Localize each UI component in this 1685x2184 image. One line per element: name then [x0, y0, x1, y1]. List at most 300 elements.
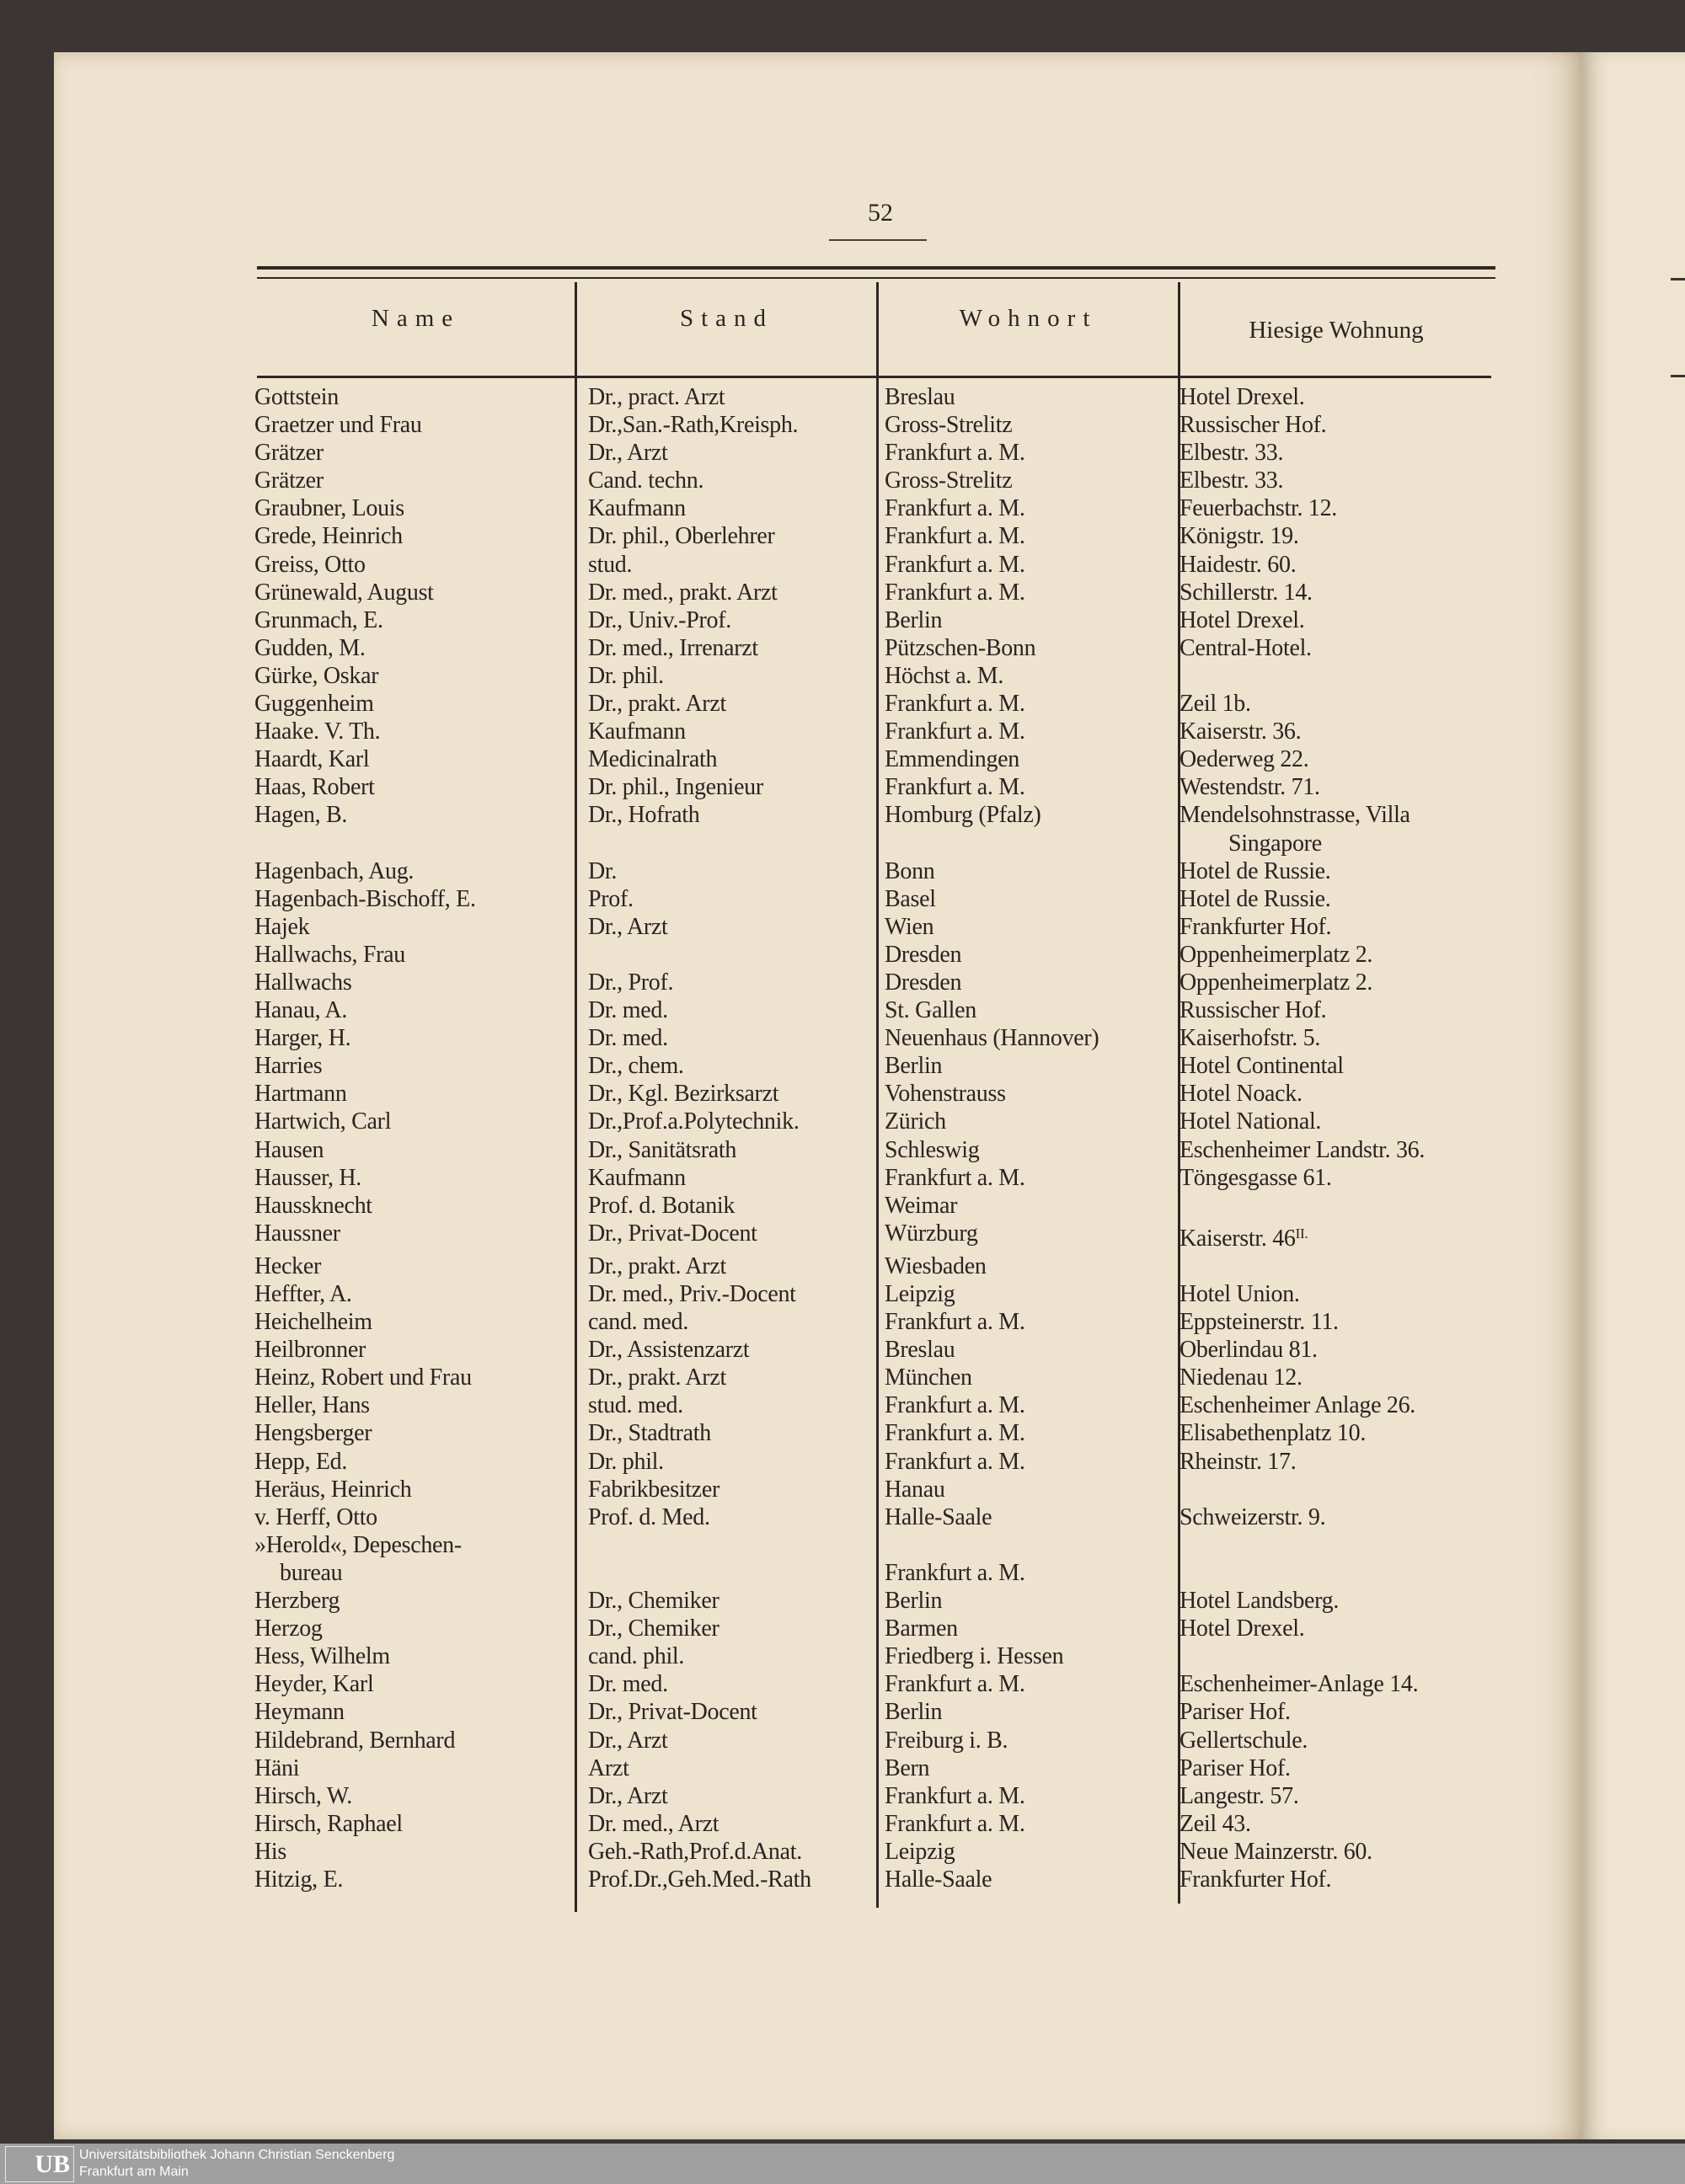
name-cell [254, 1024, 583, 1052]
stand-cell [583, 662, 878, 690]
name-cell [254, 857, 583, 885]
wohnort-cell [878, 885, 1180, 913]
wohnung-cell-text: Gellertschule. [1180, 1727, 1308, 1754]
stand-cell-text: Kaufmann [588, 495, 686, 522]
name-cell [254, 494, 583, 522]
wohnort-cell-text: Berlin [885, 606, 943, 633]
wohnort-cell-text: Frankfurt a. M. [885, 579, 1025, 606]
stand-cell-text: Dr., Privat-Docent [588, 1220, 757, 1247]
wohnung-cell [1180, 885, 1500, 913]
wohnort-cell [878, 1782, 1180, 1810]
wohnort-cell [878, 1164, 1180, 1192]
wohnort-cell [878, 1052, 1180, 1080]
stand-cell-text: Dr. med. [588, 997, 668, 1024]
column-header-wohnort: Wohnort [959, 305, 1098, 332]
wohnung-cell-continuation: Singapore [1228, 830, 1322, 857]
wohnort-cell-text: Bern [885, 1754, 930, 1781]
stand-cell-text: Dr. med. [588, 1025, 668, 1052]
wohnort-cell-text: Pützschen-Bonn [885, 634, 1036, 661]
stand-cell [583, 1192, 878, 1220]
wohnort-cell [878, 1587, 1180, 1615]
wohnort-cell [878, 773, 1180, 801]
table-row [254, 745, 1501, 773]
stand-cell-text: Dr.,Prof.a.Polytechnik. [588, 1108, 800, 1135]
wohnort-cell [878, 1642, 1180, 1670]
wohnung-cell-text: Hotel Drexel. [1180, 1615, 1305, 1642]
table-row [254, 1364, 1501, 1391]
wohnort-cell [878, 662, 1180, 690]
stand-cell [583, 1670, 878, 1698]
name-cell [254, 1838, 583, 1866]
wohnung-cell [1180, 801, 1500, 857]
wohnung-cell [1180, 1698, 1500, 1726]
stand-cell-text: Dr., Chemiker [588, 1588, 719, 1615]
table-row [254, 1615, 1501, 1642]
table-row [254, 1280, 1501, 1308]
table-row [254, 522, 1501, 550]
table-row [254, 383, 1501, 411]
stand-cell [583, 1336, 878, 1364]
stand-cell [583, 1531, 878, 1587]
stand-cell [583, 1419, 878, 1447]
column-header-name: Name [371, 305, 461, 332]
wohnort-cell [878, 1531, 1180, 1587]
table-row [254, 1476, 1501, 1503]
wohnort-cell-text: Frankfurt a. M. [885, 523, 1025, 550]
name-cell-text: Hallwachs [254, 969, 352, 996]
wohnort-cell-text: Leipzig [885, 1281, 955, 1307]
table-row [254, 1164, 1501, 1192]
wohnort-cell-text: Frankfurt a. M. [885, 1782, 1025, 1809]
table-row [254, 913, 1501, 941]
stand-cell-text: Dr., Prof. [588, 969, 674, 996]
name-cell-text: »Herold«, Depeschen- [254, 1531, 462, 1558]
stand-cell [583, 1587, 878, 1615]
table-row [254, 801, 1501, 857]
library-name: Universitätsbibliothek Johann Christian Senckenberg [79, 2148, 395, 2162]
name-cell [254, 551, 583, 579]
wohnort-cell-text: Breslau [885, 1337, 955, 1364]
stand-cell-text: Dr., Stadtrath [588, 1420, 711, 1447]
name-cell [254, 773, 583, 801]
wohnort-cell [878, 1476, 1180, 1503]
stand-cell-text: Dr., Univ.-Prof. [588, 606, 731, 633]
name-cell-text: Heffter, A. [254, 1281, 352, 1307]
name-cell-text: Herzberg [254, 1588, 340, 1615]
wohnort-cell [878, 1192, 1180, 1220]
wohnort-cell-text: Berlin [885, 1699, 943, 1726]
stand-cell-text: Dr., Arzt [588, 1727, 668, 1754]
wohnung-cell [1180, 662, 1500, 690]
wohnung-cell-text: Eschenheimer-Anlage 14. [1180, 1671, 1419, 1698]
stand-cell [583, 690, 878, 718]
wohnort-cell-text: Barmen [885, 1615, 958, 1642]
name-cell [254, 1670, 583, 1698]
wohnort-cell-continuation: Frankfurt a. M. [885, 1559, 1025, 1586]
stand-cell-text: Dr., Chemiker [588, 1615, 719, 1642]
wohnort-cell [878, 494, 1180, 522]
name-cell-text: Gudden, M. [254, 634, 366, 661]
wohnung-cell [1180, 383, 1500, 411]
stand-cell [583, 1391, 878, 1419]
name-cell-text: Hartmann [254, 1081, 347, 1108]
wohnort-cell [878, 1838, 1180, 1866]
stand-cell [583, 1866, 878, 1893]
stand-cell-text: Prof. [588, 885, 634, 912]
wohnung-cell [1180, 913, 1500, 941]
table-row [254, 1336, 1501, 1364]
name-cell-text: Hallwachs, Frau [254, 941, 406, 968]
stand-cell-text: Prof. d. Med. [588, 1503, 710, 1530]
stand-cell-text: Dr., chem. [588, 1053, 684, 1080]
table-row [254, 1587, 1501, 1615]
name-cell [254, 1419, 583, 1447]
wohnung-cell [1180, 1108, 1500, 1135]
wohnung-cell-text: Westendstr. 71. [1180, 774, 1320, 801]
name-cell [254, 1642, 583, 1670]
name-cell-text: Hitzig, E. [254, 1866, 344, 1893]
stand-cell [583, 1052, 878, 1080]
stand-cell-text: Dr. phil., Oberlehrer [588, 523, 775, 550]
library-city: Frankfurt am Main [79, 2165, 189, 2179]
wohnort-cell-text: Würzburg [885, 1220, 978, 1247]
wohnort-cell-text: Frankfurt a. M. [885, 440, 1025, 467]
wohnort-cell-text: Friedberg i. Hessen [885, 1643, 1064, 1670]
stand-cell-text: Dr. med., Arzt [588, 1810, 719, 1837]
name-cell [254, 1364, 583, 1391]
table-row [254, 606, 1501, 634]
name-cell-text: Haardt, Karl [254, 746, 370, 773]
stand-cell-text: Dr., Arzt [588, 440, 668, 467]
wohnung-cell [1180, 1280, 1500, 1308]
name-cell [254, 1252, 583, 1280]
wohnort-cell [878, 690, 1180, 718]
wohnung-cell-text: Töngesgasse 61. [1180, 1164, 1332, 1191]
wohnung-cell-text: Mendelsohnstrasse, Villa [1180, 802, 1410, 829]
column-header-wohnung: Hiesige Wohnung [1249, 317, 1424, 344]
wohnort-cell-text: St. Gallen [885, 997, 976, 1024]
wohnung-cell-text: Frankfurter Hof. [1180, 1866, 1332, 1893]
wohnung-cell-text: Hotel de Russie. [1180, 885, 1331, 912]
stand-cell [583, 439, 878, 467]
stand-cell-text: Geh.-Rath,Prof.d.Anat. [588, 1838, 802, 1865]
name-cell-text: Grede, Heinrich [254, 523, 403, 550]
name-cell-text: Grätzer [254, 440, 324, 467]
wohnung-cell [1180, 606, 1500, 634]
wohnung-cell [1180, 1754, 1500, 1782]
stand-cell [583, 1642, 878, 1670]
wohnung-cell-text: Niedenau 12. [1180, 1364, 1303, 1391]
name-cell-text: Hildebrand, Bernhard [254, 1727, 456, 1754]
table-row [254, 1220, 1501, 1252]
wohnort-cell-text: Frankfurt a. M. [885, 774, 1025, 801]
table-row [254, 1503, 1501, 1531]
name-cell [254, 1503, 583, 1531]
name-cell [254, 1220, 583, 1252]
name-cell [254, 1192, 583, 1220]
stand-cell-text: cand. phil. [588, 1643, 685, 1670]
right-page-rule [1671, 375, 1685, 377]
stand-cell [583, 1308, 878, 1336]
wohnort-cell [878, 1308, 1180, 1336]
name-cell [254, 1587, 583, 1615]
stand-cell [583, 996, 878, 1024]
wohnort-cell [878, 1419, 1180, 1447]
table-row [254, 1670, 1501, 1698]
wohnung-cell-text: Hotel Continental [1180, 1053, 1344, 1080]
wohnung-cell-text: Schweizerstr. 9. [1180, 1503, 1326, 1530]
wohnung-cell-text: Feuerbachstr. 12. [1180, 495, 1337, 522]
name-cell [254, 1727, 583, 1754]
wohnort-cell-text: Basel [885, 885, 936, 912]
wohnung-cell-text: Königstr. 19. [1180, 523, 1299, 550]
wohnung-cell [1180, 718, 1500, 745]
wohnort-cell [878, 467, 1180, 494]
wohnung-cell [1180, 1164, 1500, 1192]
wohnort-cell-text: Breslau [885, 384, 955, 410]
wohnung-cell [1180, 1782, 1500, 1810]
stand-cell [583, 467, 878, 494]
wohnort-cell-text: Wiesbaden [885, 1252, 987, 1279]
name-cell-text: Graetzer und Frau [254, 412, 422, 439]
table-row [254, 1419, 1501, 1447]
name-cell [254, 1108, 583, 1135]
stand-cell [583, 1503, 878, 1531]
wohnung-cell [1180, 1476, 1500, 1503]
table-row [254, 1391, 1501, 1419]
stand-cell-text: Cand. techn. [588, 467, 704, 494]
wohnort-cell-text: Halle-Saale [885, 1866, 992, 1893]
name-cell-text: Hausser, H. [254, 1164, 361, 1191]
wohnort-cell [878, 1280, 1180, 1308]
stand-cell-text: Dr.,San.-Rath,Kreisph. [588, 412, 799, 439]
name-cell-text: Hess, Wilhelm [254, 1643, 390, 1670]
stand-cell-text: Prof. d. Botanik [588, 1192, 736, 1219]
table-row [254, 1448, 1501, 1476]
wohnung-cell [1180, 522, 1500, 550]
stand-cell [583, 411, 878, 439]
name-cell [254, 1698, 583, 1726]
wohnort-cell-text: Frankfurt a. M. [885, 691, 1025, 718]
table-row [254, 467, 1501, 494]
wohnung-cell-text: Eschenheimer Landstr. 36. [1180, 1136, 1426, 1163]
table-row [254, 941, 1501, 969]
page-number-underline [829, 239, 927, 241]
stand-cell [583, 745, 878, 773]
name-cell-text: Hepp, Ed. [254, 1448, 348, 1475]
wohnort-cell-text: Berlin [885, 1053, 943, 1080]
name-cell [254, 1531, 583, 1587]
wohnung-cell-text: Pariser Hof. [1180, 1699, 1291, 1726]
table-row [254, 439, 1501, 467]
stand-cell-text: Kaufmann [588, 1164, 686, 1191]
name-cell-text: Guggenheim [254, 691, 374, 718]
wohnort-cell-text: Frankfurt a. M. [885, 1420, 1025, 1447]
wohnort-cell [878, 1810, 1180, 1838]
wohnung-cell [1180, 1252, 1500, 1280]
wohnung-cell [1180, 1448, 1500, 1476]
stand-cell [583, 773, 878, 801]
wohnung-cell-text: Elisabethenplatz 10. [1180, 1420, 1367, 1447]
wohnort-cell-text: Bonn [885, 857, 935, 884]
table-row [254, 579, 1501, 606]
wohnung-cell-text: Elbestr. 33. [1180, 467, 1284, 494]
wohnung-cell-text: Hotel Landsberg. [1180, 1588, 1340, 1615]
wohnung-cell [1180, 1642, 1500, 1670]
stand-cell-text: Dr., pract. Arzt [588, 384, 725, 410]
wohnort-cell [878, 1698, 1180, 1726]
wohnort-cell [878, 634, 1180, 662]
wohnort-cell [878, 1866, 1180, 1893]
wohnort-cell-text: Hanau [885, 1476, 945, 1503]
name-cell [254, 1754, 583, 1782]
name-cell [254, 1476, 583, 1503]
name-cell-text: Hirsch, Raphael [254, 1810, 403, 1837]
name-cell [254, 1336, 583, 1364]
wohnort-cell-text: Halle-Saale [885, 1503, 992, 1530]
wohnort-cell-text: Zürich [885, 1108, 946, 1135]
stand-cell [583, 941, 878, 969]
stand-cell [583, 718, 878, 745]
table-row [254, 1810, 1501, 1838]
wohnung-cell [1180, 1670, 1500, 1698]
stand-cell [583, 885, 878, 913]
name-cell-text: Häni [254, 1754, 300, 1781]
name-cell-text: Hanau, A. [254, 997, 348, 1024]
stand-cell [583, 551, 878, 579]
stand-cell [583, 1108, 878, 1135]
wohnort-cell [878, 1503, 1180, 1531]
wohnung-cell [1180, 1587, 1500, 1615]
name-cell [254, 662, 583, 690]
wohnung-cell [1180, 1052, 1500, 1080]
right-page-edge [1581, 52, 1685, 2139]
name-cell-text: Hengsberger [254, 1420, 372, 1447]
wohnung-cell-text: Rheinstr. 17. [1180, 1448, 1297, 1475]
name-cell [254, 718, 583, 745]
wohnung-cell-text: Frankfurter Hof. [1180, 913, 1332, 940]
wohnung-cell-text: Oppenheimerplatz 2. [1180, 969, 1373, 996]
wohnung-cell [1180, 1391, 1500, 1419]
wohnort-cell [878, 1448, 1180, 1476]
wohnung-cell [1180, 941, 1500, 969]
name-cell [254, 1782, 583, 1810]
stand-cell-text: Dr., Sanitätsrath [588, 1136, 737, 1163]
name-cell-text: Heymann [254, 1699, 345, 1726]
wohnung-cell-text: Langestr. 57. [1180, 1782, 1299, 1809]
wohnung-cell [1180, 1727, 1500, 1754]
stand-cell [583, 1252, 878, 1280]
header-top-rule-thin [257, 277, 1495, 279]
name-cell-text: Harger, H. [254, 1025, 351, 1052]
stand-cell [583, 1838, 878, 1866]
wohnung-cell [1180, 1419, 1500, 1447]
wohnort-cell [878, 439, 1180, 467]
wohnort-cell [878, 1615, 1180, 1642]
wohnung-cell-text: Hotel Noack. [1180, 1081, 1303, 1108]
stand-cell [583, 913, 878, 941]
wohnung-cell [1180, 411, 1500, 439]
table-row [254, 969, 1501, 996]
wohnort-cell [878, 801, 1180, 857]
wohnort-cell-text: Vohenstrauss [885, 1081, 1006, 1108]
table-row [254, 1308, 1501, 1336]
name-cell [254, 411, 583, 439]
name-cell [254, 1136, 583, 1164]
wohnung-cell [1180, 439, 1500, 467]
table-row [254, 1782, 1501, 1810]
wohnort-cell-text: Frankfurt a. M. [885, 1810, 1025, 1837]
wohnort-cell-text: Emmendingen [885, 746, 1019, 773]
stand-cell-text: Dr. phil. [588, 662, 664, 689]
wohnort-cell [878, 745, 1180, 773]
table-row [254, 411, 1501, 439]
wohnort-cell-text: Frankfurt a. M. [885, 1671, 1025, 1698]
header-top-rule [257, 266, 1495, 270]
table-row [254, 857, 1501, 885]
name-cell [254, 634, 583, 662]
name-cell-text: Heller, Hans [254, 1392, 370, 1419]
name-cell [254, 969, 583, 996]
name-cell [254, 1052, 583, 1080]
stand-cell-text: stud. med. [588, 1392, 683, 1419]
stand-cell [583, 383, 878, 411]
wohnort-cell [878, 383, 1180, 411]
name-cell [254, 941, 583, 969]
wohnung-cell [1180, 1336, 1500, 1364]
wohnort-cell-text: Leipzig [885, 1838, 955, 1865]
wohnort-cell-text: Dresden [885, 969, 962, 996]
wohnung-cell [1180, 1531, 1500, 1587]
table-row [254, 996, 1501, 1024]
wohnung-cell [1180, 969, 1500, 996]
stand-cell [583, 606, 878, 634]
wohnung-cell [1180, 1810, 1500, 1838]
wohnort-cell-text: Frankfurt a. M. [885, 1448, 1025, 1475]
stand-cell-text: Dr., prakt. Arzt [588, 1252, 726, 1279]
stand-cell-text: Dr. med., Priv.-Docent [588, 1281, 796, 1307]
page-number: 52 [868, 199, 893, 227]
stand-cell [583, 969, 878, 996]
register-table [254, 383, 1501, 1893]
wohnort-cell [878, 1391, 1180, 1419]
wohnung-cell [1180, 1838, 1500, 1866]
name-cell-text: Herzog [254, 1615, 323, 1642]
name-cell [254, 467, 583, 494]
wohnung-cell-text: Russischer Hof. [1180, 412, 1327, 439]
name-cell [254, 606, 583, 634]
name-cell-text: Gürke, Oskar [254, 662, 379, 689]
wohnort-cell [878, 969, 1180, 996]
stand-cell [583, 1615, 878, 1642]
name-cell [254, 579, 583, 606]
name-cell-text: Heyder, Karl [254, 1671, 374, 1698]
name-cell [254, 1866, 583, 1893]
name-cell-text: Heräus, Heinrich [254, 1476, 412, 1503]
name-cell-text: Hartwich, Carl [254, 1108, 392, 1135]
table-row [254, 690, 1501, 718]
wohnort-cell [878, 1080, 1180, 1108]
name-cell-text: Haussknecht [254, 1192, 372, 1219]
name-cell-text: Hajek [254, 913, 310, 940]
table-row [254, 1754, 1501, 1782]
stand-cell [583, 1280, 878, 1308]
wohnort-cell [878, 1108, 1180, 1135]
name-cell-text: His [254, 1838, 286, 1865]
stand-cell [583, 1810, 878, 1838]
name-cell [254, 439, 583, 467]
stand-cell [583, 1024, 878, 1052]
